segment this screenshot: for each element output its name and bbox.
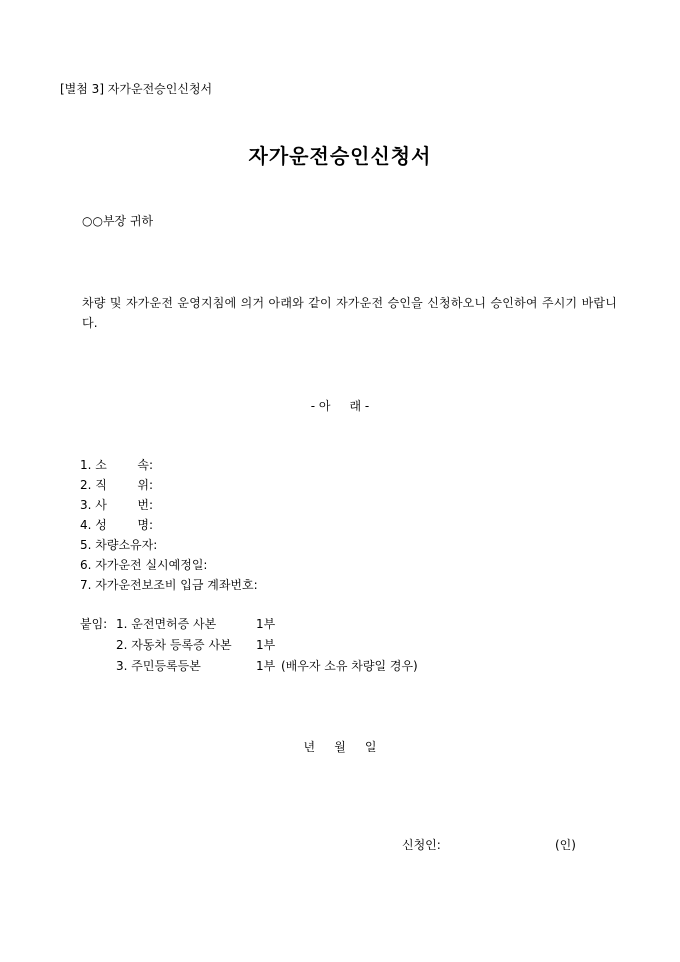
- annex-label: [별첨 3] 자가운전승인신청서: [60, 82, 213, 96]
- request-body-text: 차량 및 자가운전 운영지침에 의거 아래와 같이 자가운전 승인을 신청하오니 승인하여 주시기 바랍니다.: [82, 296, 617, 330]
- field-bank-account: 7. 자가운전보조비 입금 계좌번호:: [80, 578, 258, 592]
- field-employee-number: 3. 사 번:: [80, 498, 154, 512]
- attachment-item-qty: 1부: [256, 638, 276, 652]
- attachment-item-qty: 1부: [256, 617, 276, 631]
- seal-label: (인): [555, 838, 576, 852]
- attachment-item-name: 1. 운전면허증 사본: [116, 617, 217, 631]
- attachment-item-note: (배우자 소유 차량일 경우): [281, 659, 418, 673]
- attachment-item-name: 2. 자동차 등록증 사본: [116, 638, 232, 652]
- document-title: 자가운전승인신청서: [248, 144, 432, 168]
- notice-heading: - 아 래 -: [310, 399, 370, 413]
- field-position: 2. 직 위:: [80, 478, 154, 492]
- applicant-label: 신청인:: [402, 838, 441, 852]
- field-planned-start-date: 6. 자가운전 실시예정일:: [80, 558, 208, 572]
- attachment-item-name: 3. 주민등록등본: [116, 659, 201, 673]
- field-name: 4. 성 명:: [80, 518, 154, 532]
- field-department: 1. 소 속:: [80, 458, 154, 472]
- field-vehicle-owner: 5. 차량소유자:: [80, 538, 158, 552]
- attachment-item-qty: 1부: [256, 659, 276, 673]
- recipient-line: ○○부장 귀하: [82, 214, 154, 228]
- attachments-label: 붙임:: [80, 617, 108, 631]
- date-line: 년 월 일: [303, 740, 377, 754]
